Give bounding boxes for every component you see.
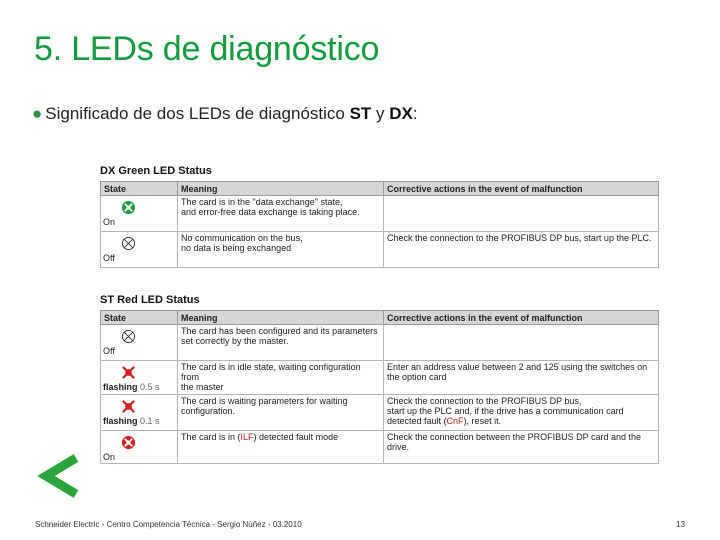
table-row xyxy=(101,232,659,268)
state-label xyxy=(103,416,175,426)
meaning-line: The card is in the "data exchange" state, xyxy=(181,197,343,207)
meaning-text: The card is in ( xyxy=(181,432,241,442)
led-off-icon xyxy=(121,329,136,344)
action-cell xyxy=(384,395,659,431)
state-cell xyxy=(101,232,178,268)
back-chevron-icon[interactable] xyxy=(34,452,84,500)
led-off-icon xyxy=(121,236,136,251)
st-led-table xyxy=(100,310,659,464)
meaning-line: set correctly by the master. xyxy=(181,336,289,346)
red-led-on-icon xyxy=(121,435,136,450)
st-led-section xyxy=(100,294,659,464)
dx-table-heading: DX Green LED Status xyxy=(100,165,212,177)
column-header-meaning: Meaning xyxy=(178,311,384,325)
state-cell xyxy=(101,361,178,395)
meaning-line: The card has been configured and its parameters xyxy=(181,326,378,336)
state-label: Off xyxy=(103,253,115,263)
meaning-cell xyxy=(178,431,384,464)
action-line: Check the connection to the PROFIBUS DP bus, xyxy=(387,396,582,406)
state-label xyxy=(103,382,175,392)
bullet-dot-icon: ● xyxy=(32,104,43,123)
column-header-state: State xyxy=(101,182,178,196)
state-cell xyxy=(101,196,178,232)
dx-led-section xyxy=(100,165,659,268)
column-header-actions: Corrective actions in the event of malfunction xyxy=(384,182,659,196)
state-flashing-label: flashing xyxy=(103,382,138,392)
state-label: Off xyxy=(103,346,115,356)
meaning-cell xyxy=(178,395,384,431)
action-line xyxy=(387,416,655,426)
state-period: 0.5 s xyxy=(140,382,160,392)
state-cell xyxy=(101,395,178,431)
st-table-heading: ST Red LED Status xyxy=(100,294,200,306)
meaning-line: The card is waiting parameters for waiting xyxy=(181,396,348,406)
meaning-line: configuration. xyxy=(181,406,236,416)
dx-led-table xyxy=(100,181,659,268)
bullet-dx-label: DX xyxy=(389,104,413,123)
column-header-meaning: Meaning xyxy=(178,182,384,196)
red-led-flashing-icon xyxy=(121,399,136,414)
page-number: 13 xyxy=(676,520,685,529)
fault-code-cnf: CnF xyxy=(446,416,464,426)
slide-title: 5. LEDs de diagnóstico xyxy=(34,30,380,68)
state-label: On xyxy=(103,217,116,227)
action-line: start up the PLC and, if the drive has a communication card xyxy=(387,406,624,416)
fault-code-ilf: ILF xyxy=(240,432,254,442)
red-led-flashing-icon xyxy=(121,365,136,380)
action-cell xyxy=(384,325,659,361)
meaning-cell xyxy=(178,232,384,268)
table-row xyxy=(101,431,659,464)
meaning-line: no data is being exchanged xyxy=(181,243,292,253)
action-cell xyxy=(384,232,659,268)
bullet-suffix: : xyxy=(412,104,418,123)
action-line: Enter an address value between 2 and 125 using the switches on xyxy=(387,362,648,372)
table-row xyxy=(101,325,659,361)
action-line: Check the connection between the PROFIBUS DP card and the xyxy=(387,432,641,442)
column-header-actions: Corrective actions in the event of malfunction xyxy=(384,311,659,325)
green-led-on-icon xyxy=(121,200,136,215)
meaning-line: The card is in idle state, waiting configuration from xyxy=(181,362,361,382)
table-row xyxy=(101,395,659,431)
action-line: Check the connection to the PROFIBUS DP bus, start up the PLC. xyxy=(387,233,652,243)
action-line: drive. xyxy=(387,442,410,452)
meaning-cell xyxy=(178,196,384,232)
meaning-cell xyxy=(178,325,384,361)
bullet-prefix: Significado de dos LEDs de diagnóstico xyxy=(45,104,350,123)
state-flashing-label: flashing xyxy=(103,416,138,426)
state-cell xyxy=(101,431,178,464)
action-line: the option card xyxy=(387,372,447,382)
column-header-state: State xyxy=(101,311,178,325)
table-row xyxy=(101,196,659,232)
state-label: On xyxy=(103,452,116,462)
action-cell xyxy=(384,431,659,464)
meaning-line: No communication on the bus, xyxy=(181,233,303,243)
meaning-text: ) detected fault mode xyxy=(253,432,339,442)
state-cell xyxy=(101,325,178,361)
action-cell xyxy=(384,361,659,395)
st-header-row xyxy=(101,311,659,325)
meaning-line: and error-free data exchange is taking place. xyxy=(181,207,360,217)
bullet-st-label: ST xyxy=(349,104,372,123)
table-row xyxy=(101,361,659,395)
bullet-middle: y xyxy=(371,104,390,123)
action-cell xyxy=(384,196,659,232)
action-text: ), reset it. xyxy=(463,416,502,426)
meaning-line: the master xyxy=(181,382,224,392)
footer-text: Schneider Electric - Centro Competencia Técnica - Sergio Núñez - 03.2010 xyxy=(35,520,302,529)
state-period: 0.1 s xyxy=(140,416,160,426)
meaning-cell xyxy=(178,361,384,395)
bullet-intro xyxy=(32,104,418,124)
dx-header-row xyxy=(101,182,659,196)
meaning-line xyxy=(181,432,380,442)
action-text: detected fault ( xyxy=(387,416,447,426)
